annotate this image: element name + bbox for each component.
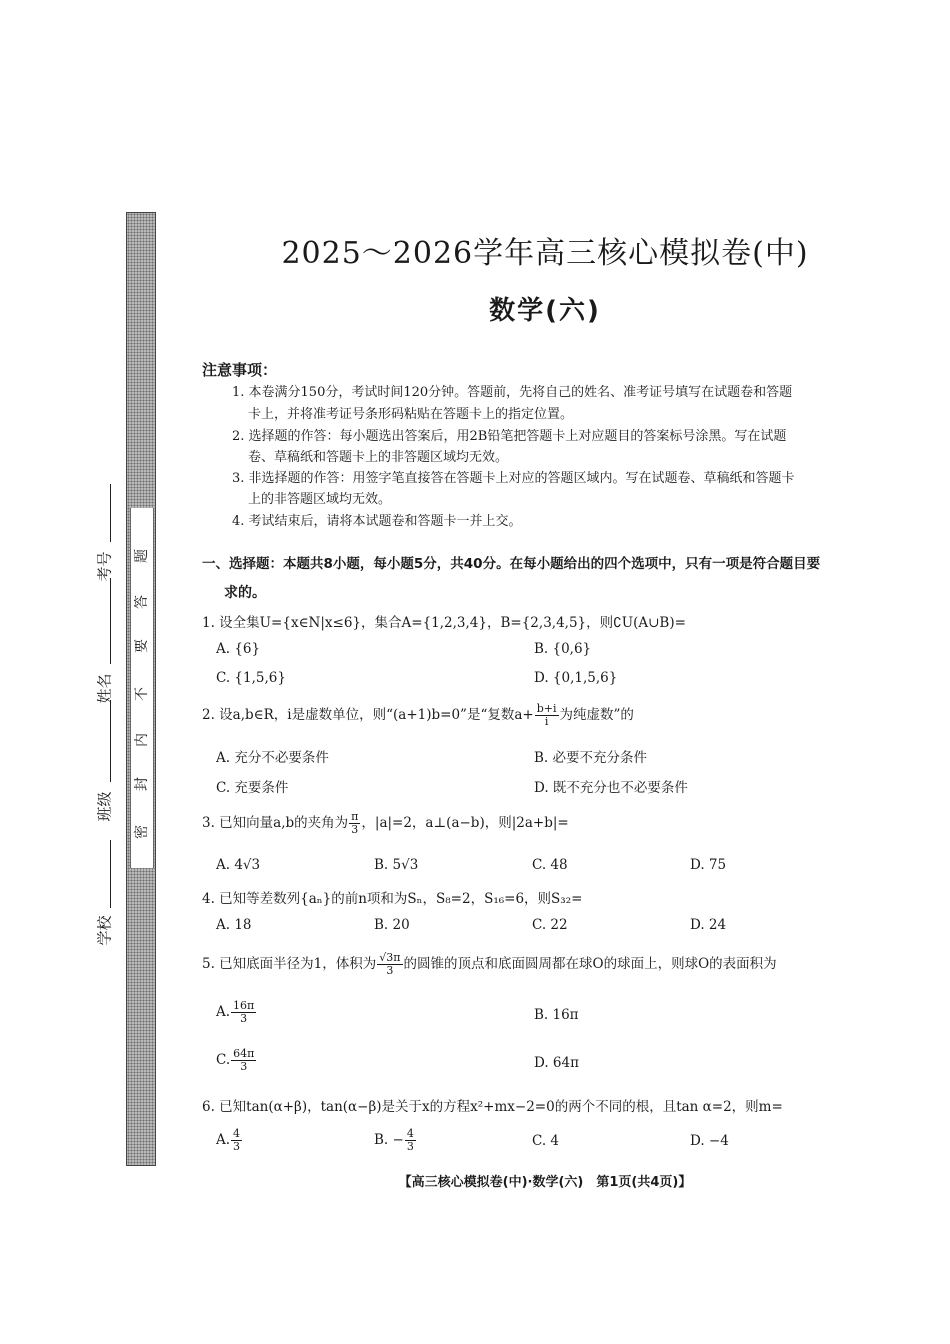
note-line: 1. 本卷满分150分，考试时间120分钟。答题前，先将自己的姓名、准考证号填写在试题卷和答题 — [232, 385, 793, 400]
question-3-stem — [202, 811, 569, 836]
q2-option-a[interactable]: A. 充分不必要条件 — [216, 750, 329, 766]
seal-char: 内 — [134, 733, 150, 747]
seal-char: 封 — [134, 777, 150, 791]
seal-char: 答 — [134, 595, 150, 609]
q6-option-a-label: A. — [216, 1132, 231, 1148]
q5-fraction-num: √3π — [379, 951, 401, 964]
q2-stem-part: 2. 设a,b∈R，i是虚数单位，则“(a+1)b=0”是“复数a+ — [202, 707, 534, 723]
page-subtitle: 数学(六) — [489, 296, 601, 326]
q4-option-a[interactable]: A. 18 — [216, 917, 252, 933]
q6-option-a-den: 3 — [233, 1140, 241, 1153]
question-2-stem — [202, 703, 634, 728]
page-title: 2025～2026学年高三核心模拟卷(中) — [281, 236, 809, 271]
class-label: 班级 — [95, 791, 114, 822]
q3-stem-part: 3. 已知向量a,b的夹角为 — [202, 815, 349, 831]
q3-option-b[interactable]: B. 5√3 — [374, 857, 419, 873]
q2-option-c[interactable]: C. 充要条件 — [216, 780, 289, 796]
seal-char: 密 — [134, 825, 150, 839]
q4-option-b[interactable]: B. 20 — [374, 917, 410, 933]
q6-option-b-label: B. − — [374, 1132, 404, 1148]
seal-char: 要 — [134, 639, 150, 653]
q6-option-a[interactable] — [216, 1128, 243, 1153]
page-footer: 【高三核心模拟卷(中)·数学(六) 第1页(共4页)】 — [398, 1175, 692, 1190]
question-1-stem: 1. 设全集U={x∈N|x≤6}，集合A={1,2,3,4}，B={2,3,4,5}，则∁U(A∪B)= — [202, 615, 686, 631]
q6-option-b-fraction — [405, 1128, 416, 1153]
q3-stem-part: ，|a|=2，a⊥(a−b)，则|2a+b|= — [361, 815, 569, 831]
q5-option-a-label: A. — [216, 1004, 231, 1020]
seal-char: 不 — [134, 687, 150, 701]
q5-option-c-den: 3 — [240, 1060, 248, 1073]
q5-option-a[interactable] — [216, 1000, 257, 1025]
school-blank-line[interactable] — [110, 840, 111, 908]
question-4-stem: 4. 已知等差数列{aₙ}的前n项和为Sₙ，S₈=2，S₁₆=6，则S₃₂= — [202, 891, 583, 907]
q1-option-a[interactable]: A. {6} — [216, 641, 261, 657]
q2-option-b[interactable]: B. 必要不充分条件 — [534, 750, 648, 766]
q5-option-c[interactable] — [216, 1048, 257, 1073]
exam-number-label: 考号 — [95, 551, 114, 582]
q3-option-a[interactable]: A. 4√3 — [216, 857, 261, 873]
q3-option-d[interactable]: D. 75 — [690, 857, 727, 873]
q6-option-d[interactable]: D. −4 — [690, 1133, 729, 1149]
class-blank-line[interactable] — [110, 700, 111, 782]
note-line: 3. 非选择题的作答：用签字笔直接答在答题卡上对应的答题区域内。写在试题卷、草稿纸和答题卡 — [232, 471, 795, 486]
q4-option-d[interactable]: D. 24 — [690, 917, 727, 933]
q5-stem-part: 5. 已知底面半径为1，体积为 — [202, 956, 377, 972]
q6-option-b[interactable] — [374, 1128, 417, 1153]
q5-option-a-den: 3 — [240, 1012, 248, 1025]
note-line: 2. 选择题的作答：每小题选出答案后，用2B铅笔把答题卡上对应题目的答案标号涂黑。写在试题 — [232, 429, 787, 444]
q5-option-a-fraction — [231, 1000, 256, 1025]
q2-fraction — [535, 703, 559, 728]
notes-heading: 注意事项： — [202, 361, 278, 379]
q5-fraction-den: 3 — [386, 964, 394, 977]
note-line: 4. 考试结束后，请将本试题卷和答题卡一并上交。 — [232, 514, 522, 529]
q1-option-b[interactable]: B. {0,6} — [534, 641, 592, 657]
note-line: 上的非答题区域均无效。 — [248, 492, 392, 507]
q6-option-b-num: 4 — [406, 1127, 414, 1140]
q6-option-b-den: 3 — [406, 1140, 414, 1153]
q1-option-d[interactable]: D. {0,1,5,6} — [534, 670, 618, 686]
question-6-stem: 6. 已知tan(α+β)，tan(α−β)是关于x的方程x²+mx−2=0的两个不同的根，且tan α=2，则m= — [202, 1099, 783, 1115]
q5-option-c-num: 64π — [233, 1047, 255, 1060]
q6-option-a-fraction — [231, 1128, 242, 1153]
q3-fraction-num: π — [351, 810, 359, 823]
q3-fraction-den: 3 — [351, 823, 359, 836]
q2-option-d[interactable]: D. 既不充分也不必要条件 — [534, 780, 688, 796]
name-label: 姓名 — [95, 673, 114, 704]
q2-stem-part: 为纯虚数”的 — [559, 707, 634, 723]
q4-option-c[interactable]: C. 22 — [532, 917, 568, 933]
q6-option-c[interactable]: C. 4 — [532, 1133, 560, 1149]
exam-number-blank-line[interactable] — [110, 484, 111, 542]
question-5-stem — [202, 952, 777, 977]
q1-option-c[interactable]: C. {1,5,6} — [216, 670, 286, 686]
q5-option-c-label: C. — [216, 1052, 231, 1068]
q5-option-a-num: 16π — [233, 999, 255, 1012]
q5-option-d[interactable]: D. 64π — [534, 1055, 579, 1071]
note-line: 卷、草稿纸和答题卡上的非答题区域均无效。 — [248, 450, 509, 465]
q3-fraction — [349, 811, 360, 836]
q2-fraction-den: i — [544, 715, 549, 728]
q5-option-b[interactable]: B. 16π — [534, 1007, 579, 1023]
section-heading-cont: 求的。 — [224, 585, 266, 601]
school-label: 学校 — [95, 915, 114, 946]
q5-stem-part: 的圆锥的顶点和底面圆周都在球O的球面上，则球O的表面积为 — [403, 956, 777, 972]
q3-option-c[interactable]: C. 48 — [532, 857, 568, 873]
q5-fraction — [377, 952, 402, 977]
note-line: 卡上，并将准考证号条形码粘贴在答题卡上的指定位置。 — [248, 407, 574, 422]
section-heading: 一、选择题：本题共8小题，每小题5分，共40分。在每小题给出的四个选项中，只有一项是符合题目要 — [202, 556, 821, 572]
q2-fraction-num: b+i — [536, 702, 557, 715]
seal-char: 题 — [134, 549, 150, 563]
q6-option-a-num: 4 — [233, 1127, 241, 1140]
q5-option-c-fraction — [231, 1048, 256, 1073]
name-blank-line[interactable] — [110, 578, 111, 664]
